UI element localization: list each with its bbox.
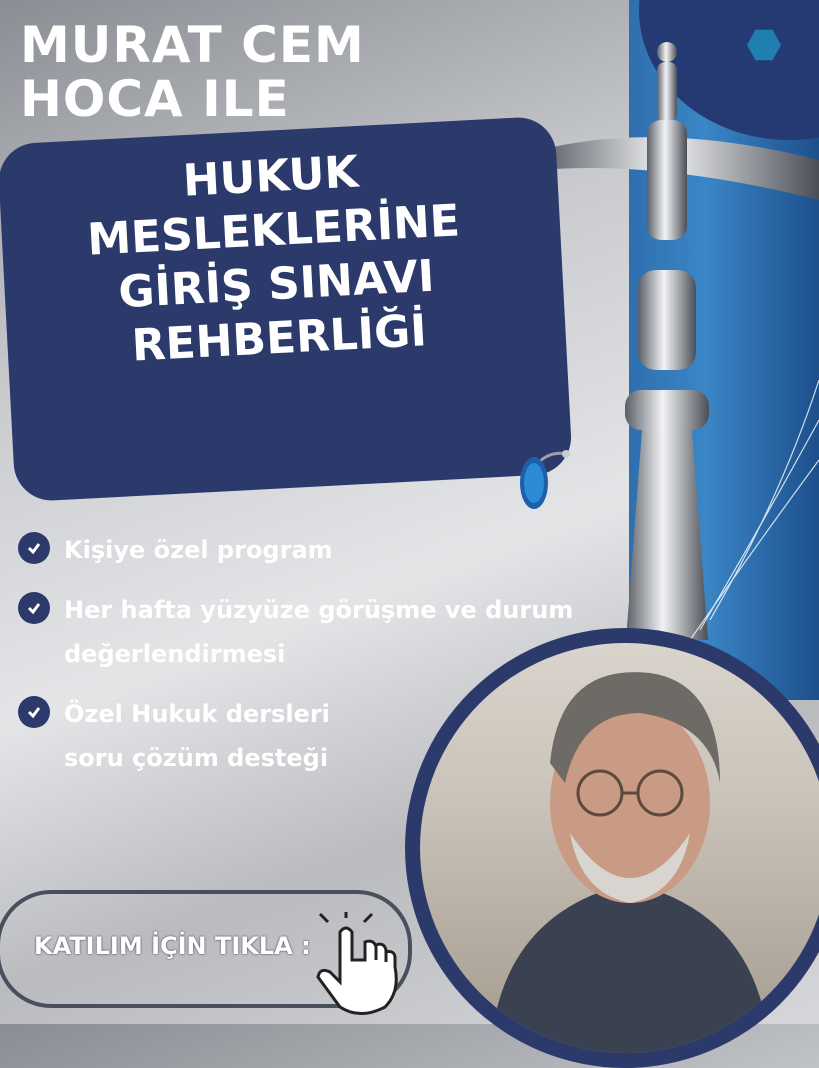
pointing-hand-icon bbox=[300, 912, 410, 1022]
banner-line-2: MESLEKLERİNE bbox=[85, 195, 462, 266]
feature-line: Özel Hukuk dersleri bbox=[64, 700, 330, 728]
banner-line-3: GİRİŞ SINAVI bbox=[117, 250, 436, 319]
list-item bbox=[18, 528, 658, 572]
feature-line: Her hafta yüzyüze görüşme ve durum bbox=[64, 596, 574, 624]
check-circle-icon bbox=[18, 696, 50, 728]
instructor-photo bbox=[420, 643, 819, 1053]
feature-text bbox=[64, 588, 573, 676]
title-line-2: HOCA ILE bbox=[20, 70, 290, 128]
check-circle-icon bbox=[18, 592, 50, 624]
feature-text bbox=[64, 528, 333, 572]
feature-text bbox=[64, 692, 330, 780]
feature-line: değerlendirmesi bbox=[64, 640, 286, 668]
feature-line: Kişiye özel program bbox=[64, 536, 333, 564]
pin-decoration-icon bbox=[512, 448, 572, 518]
feature-line: soru çözüm desteği bbox=[64, 744, 329, 772]
join-button-label: KATILIM İÇİN TIKLA : bbox=[34, 932, 311, 960]
banner-line-1: HUKUK bbox=[181, 146, 360, 207]
banner-line-4: REHBERLİĞİ bbox=[130, 305, 428, 372]
check-circle-icon bbox=[18, 532, 50, 564]
banner-heading bbox=[35, 138, 516, 378]
page-title bbox=[20, 18, 365, 126]
title-line-1: MURAT CEM bbox=[20, 16, 365, 74]
